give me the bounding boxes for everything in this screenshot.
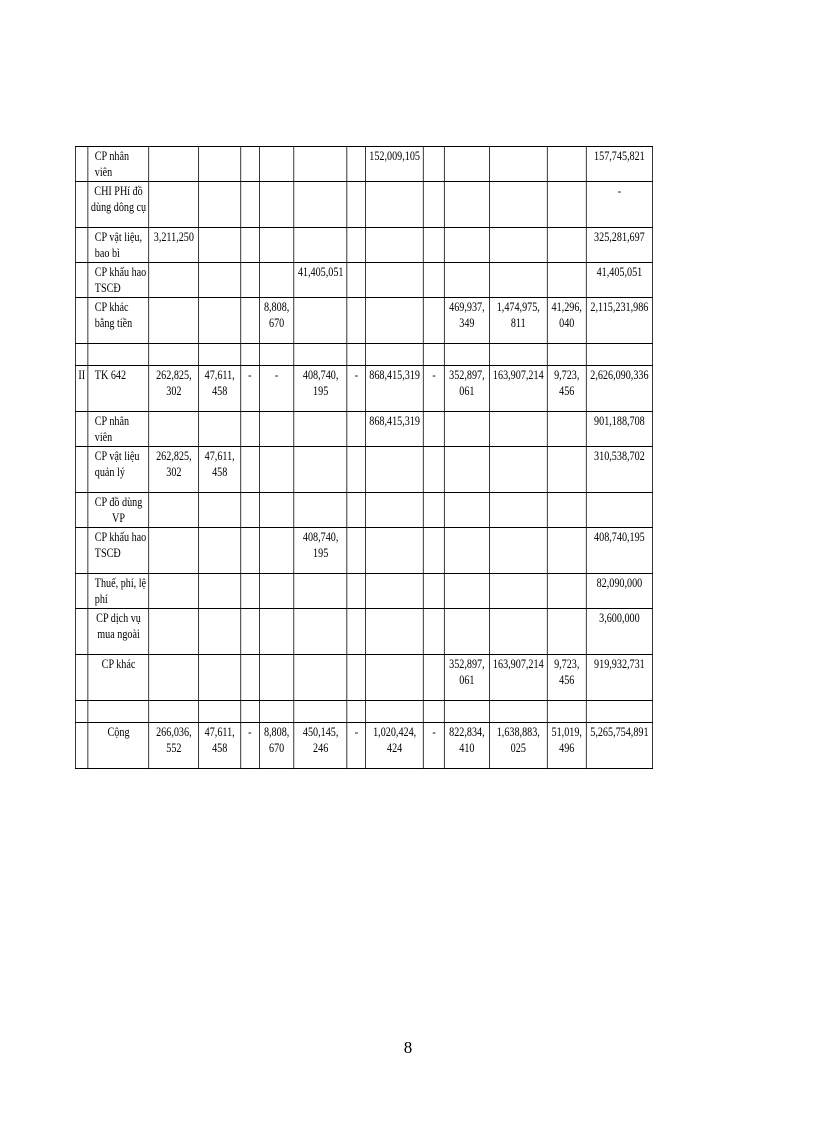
table-row [75, 701, 652, 723]
table-cell [75, 528, 88, 574]
table-cell [366, 228, 424, 263]
table-cell [241, 182, 260, 228]
table-cell: 325,281,697 [586, 228, 652, 263]
table-cell [366, 574, 424, 609]
table-cell [424, 528, 445, 574]
table-cell: 469,937, 349 [444, 298, 489, 344]
table-cell [149, 655, 199, 701]
table-cell [444, 447, 489, 493]
table-cell [259, 574, 294, 609]
row-label-cell: CP khác bằng tiền [88, 298, 149, 344]
table-cell [489, 344, 547, 366]
table-cell: - [586, 182, 652, 228]
table-cell [149, 298, 199, 344]
table-cell [444, 609, 489, 655]
table-cell [75, 263, 88, 298]
table-cell [259, 655, 294, 701]
table-row [75, 655, 652, 701]
table-cell [259, 528, 294, 574]
table-cell [489, 263, 547, 298]
table-cell [424, 655, 445, 701]
table-cell [259, 412, 294, 447]
table-cell [149, 574, 199, 609]
table-cell [75, 228, 88, 263]
table-cell [444, 147, 489, 182]
table-cell [199, 493, 241, 528]
table-cell [259, 344, 294, 366]
row-label-cell: CP khấu hao TSCĐ [88, 263, 149, 298]
table-cell [547, 412, 586, 447]
table-cell [347, 447, 366, 493]
table-row [75, 609, 652, 655]
table-cell [75, 609, 88, 655]
table-cell: 3,211,250 [149, 228, 199, 263]
table-row [75, 147, 652, 182]
table-cell [241, 701, 260, 723]
table-row [75, 366, 652, 412]
row-label-cell [88, 344, 149, 366]
table-cell [366, 182, 424, 228]
table-cell: 5,265,754,891 [586, 723, 652, 769]
table-cell [444, 182, 489, 228]
table-cell [294, 298, 347, 344]
table-cell: 1,638,883, 025 [489, 723, 547, 769]
table-cell: - [347, 723, 366, 769]
table-cell [547, 574, 586, 609]
table-cell [347, 228, 366, 263]
table-row [75, 412, 652, 447]
table-cell [241, 228, 260, 263]
table-cell: 352,897, 061 [444, 655, 489, 701]
table-cell [489, 574, 547, 609]
table-cell: - [259, 366, 294, 412]
table-cell [347, 528, 366, 574]
table-cell [424, 447, 445, 493]
table-cell: 2,626,090,336 [586, 366, 652, 412]
row-label-cell: CP vật liệu quản lý [88, 447, 149, 493]
table-cell [149, 344, 199, 366]
row-label-cell: CP nhân viên [88, 147, 149, 182]
table-cell [489, 609, 547, 655]
table-cell: 163,907,214 [489, 655, 547, 701]
table-cell [199, 574, 241, 609]
table-cell [199, 228, 241, 263]
table-cell [259, 609, 294, 655]
table-cell [347, 182, 366, 228]
table-cell [75, 412, 88, 447]
table-cell [347, 344, 366, 366]
table-cell: 8,808, 670 [259, 298, 294, 344]
table-cell: 8,808, 670 [259, 723, 294, 769]
table-cell [241, 493, 260, 528]
table-cell [489, 701, 547, 723]
table-cell [199, 701, 241, 723]
table-cell [259, 147, 294, 182]
table-cell [294, 147, 347, 182]
table-cell: 163,907,214 [489, 366, 547, 412]
table-cell: - [241, 723, 260, 769]
table-cell: II [75, 366, 88, 412]
table-cell [366, 298, 424, 344]
table-cell: 408,740, 195 [294, 528, 347, 574]
table-cell [586, 344, 652, 366]
table-cell: 266,036, 552 [149, 723, 199, 769]
table-cell [199, 344, 241, 366]
table-cell: 901,188,708 [586, 412, 652, 447]
table-cell [444, 412, 489, 447]
table-cell [424, 574, 445, 609]
table-cell [347, 493, 366, 528]
table-cell [294, 655, 347, 701]
table-cell [424, 701, 445, 723]
table-cell [347, 412, 366, 447]
table-cell [149, 609, 199, 655]
table-cell: 9,723, 456 [547, 366, 586, 412]
table-cell [489, 412, 547, 447]
table-cell [149, 528, 199, 574]
table-cell: 822,834, 410 [444, 723, 489, 769]
table-cell [199, 182, 241, 228]
table-cell: 310,538,702 [586, 447, 652, 493]
table-cell [424, 609, 445, 655]
table-cell: 352,897, 061 [444, 366, 489, 412]
table-cell: - [347, 366, 366, 412]
table-cell [294, 574, 347, 609]
table-cell [366, 655, 424, 701]
table-cell [149, 701, 199, 723]
table-cell [547, 528, 586, 574]
row-label-cell: CP khác [88, 655, 149, 701]
table-cell [294, 228, 347, 263]
table-cell [347, 701, 366, 723]
table-cell [366, 344, 424, 366]
table-cell [259, 228, 294, 263]
row-label-cell: CP nhân viên [88, 412, 149, 447]
table-cell: - [424, 723, 445, 769]
table-cell: 47,611, 458 [199, 366, 241, 412]
table-cell [444, 528, 489, 574]
table-cell [199, 298, 241, 344]
table-cell [294, 182, 347, 228]
row-label-cell [88, 701, 149, 723]
table-cell [241, 447, 260, 493]
table-cell [347, 263, 366, 298]
table-cell [75, 655, 88, 701]
table-cell [444, 344, 489, 366]
table-cell [444, 228, 489, 263]
table-cell [424, 298, 445, 344]
table-cell [366, 701, 424, 723]
table-cell [241, 609, 260, 655]
table-cell [366, 609, 424, 655]
table-cell [294, 701, 347, 723]
table-cell [547, 609, 586, 655]
table-cell [199, 655, 241, 701]
table-cell [547, 447, 586, 493]
table-cell [347, 655, 366, 701]
table-cell [547, 701, 586, 723]
table-cell [347, 298, 366, 344]
table-row [75, 182, 652, 228]
table-cell [489, 528, 547, 574]
table-cell [489, 147, 547, 182]
table-cell [241, 263, 260, 298]
table-row [75, 528, 652, 574]
table-cell [489, 493, 547, 528]
table-cell [444, 263, 489, 298]
table-cell [366, 528, 424, 574]
row-label-cell: CHI PHí đồ dùng dông cụ [88, 182, 149, 228]
table-cell: 408,740,195 [586, 528, 652, 574]
table-cell: 262,825, 302 [149, 447, 199, 493]
table-cell [294, 344, 347, 366]
table-row [75, 493, 652, 528]
table-cell [75, 701, 88, 723]
table-cell [366, 493, 424, 528]
table-cell: 1,474,975, 811 [489, 298, 547, 344]
table-cell: 47,611, 458 [199, 447, 241, 493]
table-cell [347, 609, 366, 655]
table-cell: 868,415,319 [366, 366, 424, 412]
table-cell [259, 493, 294, 528]
table-cell [241, 412, 260, 447]
table-cell [424, 147, 445, 182]
table-row [75, 298, 652, 344]
table-cell [424, 344, 445, 366]
table-row [75, 344, 652, 366]
table-cell [294, 609, 347, 655]
table-cell [294, 447, 347, 493]
row-label-cell: Thuế, phí, lệ phí [88, 574, 149, 609]
table-cell [547, 182, 586, 228]
table-cell: 41,296, 040 [547, 298, 586, 344]
table-cell [75, 723, 88, 769]
row-label-cell: CP khấu hao TSCĐ [88, 528, 149, 574]
table-cell [294, 412, 347, 447]
table-row [75, 723, 652, 769]
table-cell [444, 574, 489, 609]
table-cell [199, 263, 241, 298]
table-cell [366, 447, 424, 493]
table-cell [241, 574, 260, 609]
table-cell [259, 182, 294, 228]
table-cell: 82,090,000 [586, 574, 652, 609]
table-cell [75, 574, 88, 609]
table-cell: - [424, 366, 445, 412]
table-cell [259, 263, 294, 298]
table-cell [489, 182, 547, 228]
page-number: 8 [403, 1038, 413, 1057]
table-cell [241, 528, 260, 574]
table-cell [424, 263, 445, 298]
table-cell: 152,009,105 [366, 147, 424, 182]
table-row [75, 228, 652, 263]
table-cell [424, 412, 445, 447]
table-cell [424, 493, 445, 528]
table-cell: - [241, 366, 260, 412]
table-cell [241, 298, 260, 344]
table-cell: 868,415,319 [366, 412, 424, 447]
table-cell [547, 344, 586, 366]
table-cell: 157,745,821 [586, 147, 652, 182]
table-cell [489, 228, 547, 263]
table-cell: 47,611, 458 [199, 723, 241, 769]
table-cell [347, 147, 366, 182]
table-row [75, 574, 652, 609]
table-cell: 919,932,731 [586, 655, 652, 701]
table-cell [149, 147, 199, 182]
table-cell [547, 228, 586, 263]
table-row [75, 447, 652, 493]
table-cell: 408,740, 195 [294, 366, 347, 412]
table-cell [424, 182, 445, 228]
table-cell [75, 493, 88, 528]
table-cell [149, 412, 199, 447]
table-cell: 3,600,000 [586, 609, 652, 655]
table-cell: 450,145, 246 [294, 723, 347, 769]
table-cell: 51,019, 496 [547, 723, 586, 769]
table-cell [294, 493, 347, 528]
table-cell [259, 701, 294, 723]
table-cell [75, 182, 88, 228]
row-label-cell: CP đồ dùng VP [88, 493, 149, 528]
table-cell: 1,020,424, 424 [366, 723, 424, 769]
table-cell [444, 493, 489, 528]
table-cell [547, 493, 586, 528]
table-cell: 2,115,231,986 [586, 298, 652, 344]
table-cell [75, 447, 88, 493]
table-cell [149, 263, 199, 298]
table-cell [347, 574, 366, 609]
table-cell [547, 263, 586, 298]
table-cell [424, 228, 445, 263]
table-cell [199, 609, 241, 655]
table-cell [199, 147, 241, 182]
table-cell [366, 263, 424, 298]
table-cell [149, 493, 199, 528]
table-cell [75, 147, 88, 182]
row-label-cell: CP dịch vụ mua ngoài [88, 609, 149, 655]
table-cell [547, 147, 586, 182]
table-cell [75, 344, 88, 366]
table-cell [586, 701, 652, 723]
table-cell [199, 528, 241, 574]
table-cell [75, 298, 88, 344]
row-label-cell: Cộng [88, 723, 149, 769]
table-cell [149, 182, 199, 228]
table-cell [259, 447, 294, 493]
row-label-cell: CP vật liệu, bao bì [88, 228, 149, 263]
table-cell: 9,723, 456 [547, 655, 586, 701]
table-cell [241, 344, 260, 366]
table-cell [489, 447, 547, 493]
expense-allocation-table [75, 146, 653, 769]
table-cell: 262,825, 302 [149, 366, 199, 412]
row-label-cell: TK 642 [88, 366, 149, 412]
table-cell: 41,405,051 [586, 263, 652, 298]
table-cell: 41,405,051 [294, 263, 347, 298]
table-cell [241, 147, 260, 182]
table-cell [199, 412, 241, 447]
table-cell [444, 701, 489, 723]
table-cell [241, 655, 260, 701]
table-row [75, 263, 652, 298]
table-cell [586, 493, 652, 528]
